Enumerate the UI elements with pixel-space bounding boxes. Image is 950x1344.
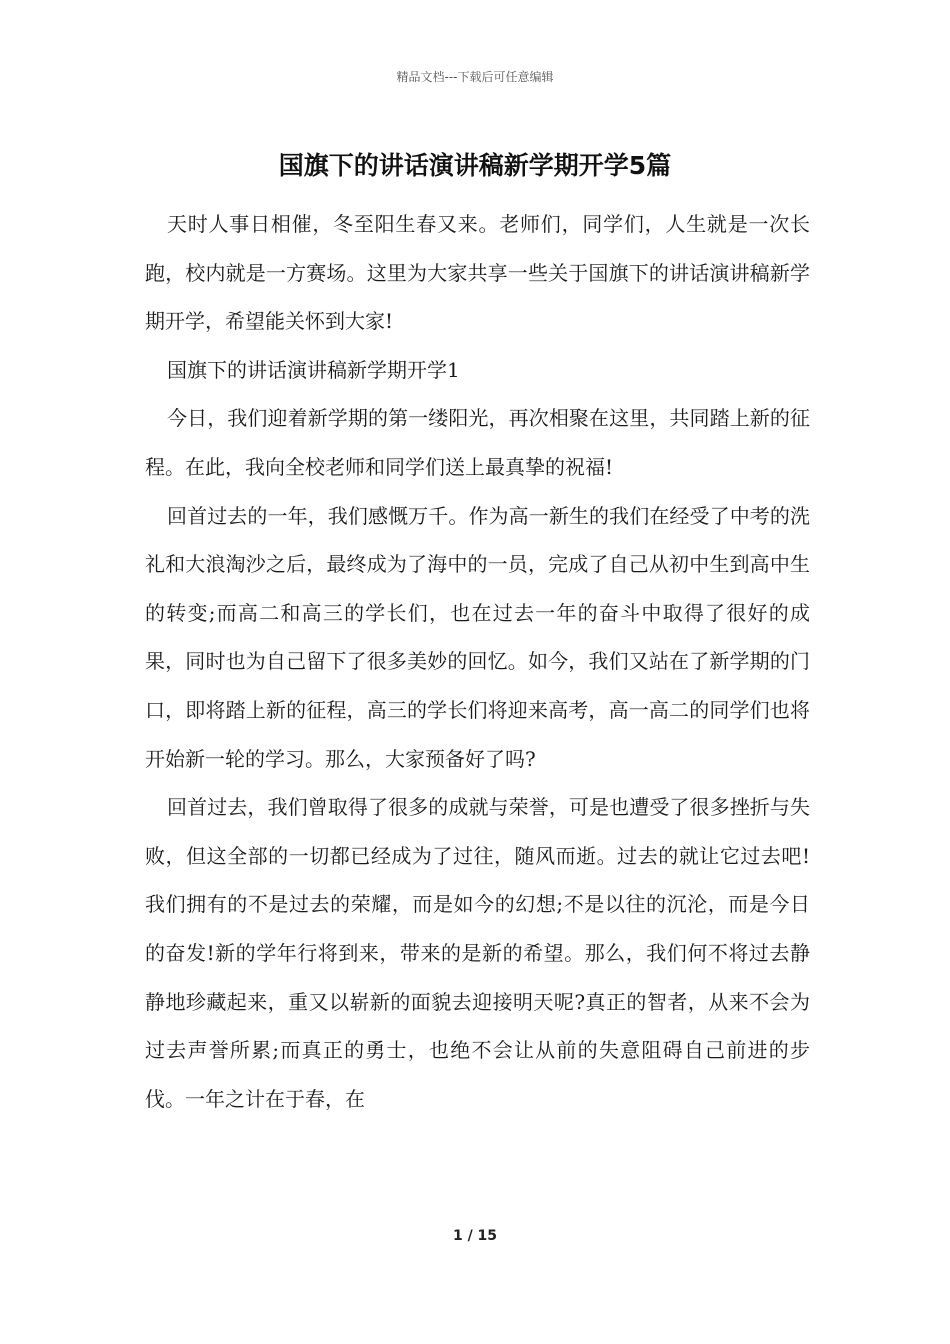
body-paragraph: 今日，我们迎着新学期的第一缕阳光，再次相聚在这里，共同踏上新的征程。在此，我向全校老师和同学们送上最真挚的祝福! xyxy=(145,406,810,479)
page-header: 精品文档---下载后可任意编辑 xyxy=(396,70,554,84)
body-paragraph: 回首过去的一年，我们感慨万千。作为高一新生的我们在经受了中考的洗礼和大浪淘沙之后，最终成为了海中的一员，完成了自己从初中生到高中生的转变;而高二和高三的学长们，也在过去一年的奋斗中取得了很好的成果，同时也为自己留下了很多美妙的回忆。如今，我们又站在了新学期的门口，即将踏上新的征程，高三的学长们将迎来高考，高一高二的同学们也将开始新一轮的学习。那么，大家预备好了吗? xyxy=(145,503,810,771)
document-title: 国旗下的讲话演讲稿新学期开学5篇 xyxy=(278,151,672,180)
document-body xyxy=(145,200,810,1123)
intro-paragraph: 天时人事日相催，冬至阳生春又来。老师们，同学们，人生就是一次长跑，校内就是一方赛场。这里为大家共享一些关于国旗下的讲话演讲稿新学期开学，希望能关怀到大家! xyxy=(145,212,810,334)
section-heading: 国旗下的讲话演讲稿新学期开学1 xyxy=(167,357,460,382)
body-paragraph: 回首过去，我们曾取得了很多的成就与荣誉，可是也遭受了很多挫折与失败，但这全部的一切都已经成为了过往，随风而逝。过去的就让它过去吧!我们拥有的不是过去的荣耀，而是如今的幻想;不是以往的沉沦，而是今日的奋发!新的学年行将到来，带来的是新的希望。那么，我们何不将过去静静地珍藏起来，重又以崭新的面貌去迎接明天呢?真正的智者，从来不会为过去声誉所累;而真正的勇士，也绝不会让从前的失意阻碍自己前进的步伐。一年之计在于春，在 xyxy=(145,795,810,1111)
page-number: 1 / 15 xyxy=(452,1228,498,1244)
